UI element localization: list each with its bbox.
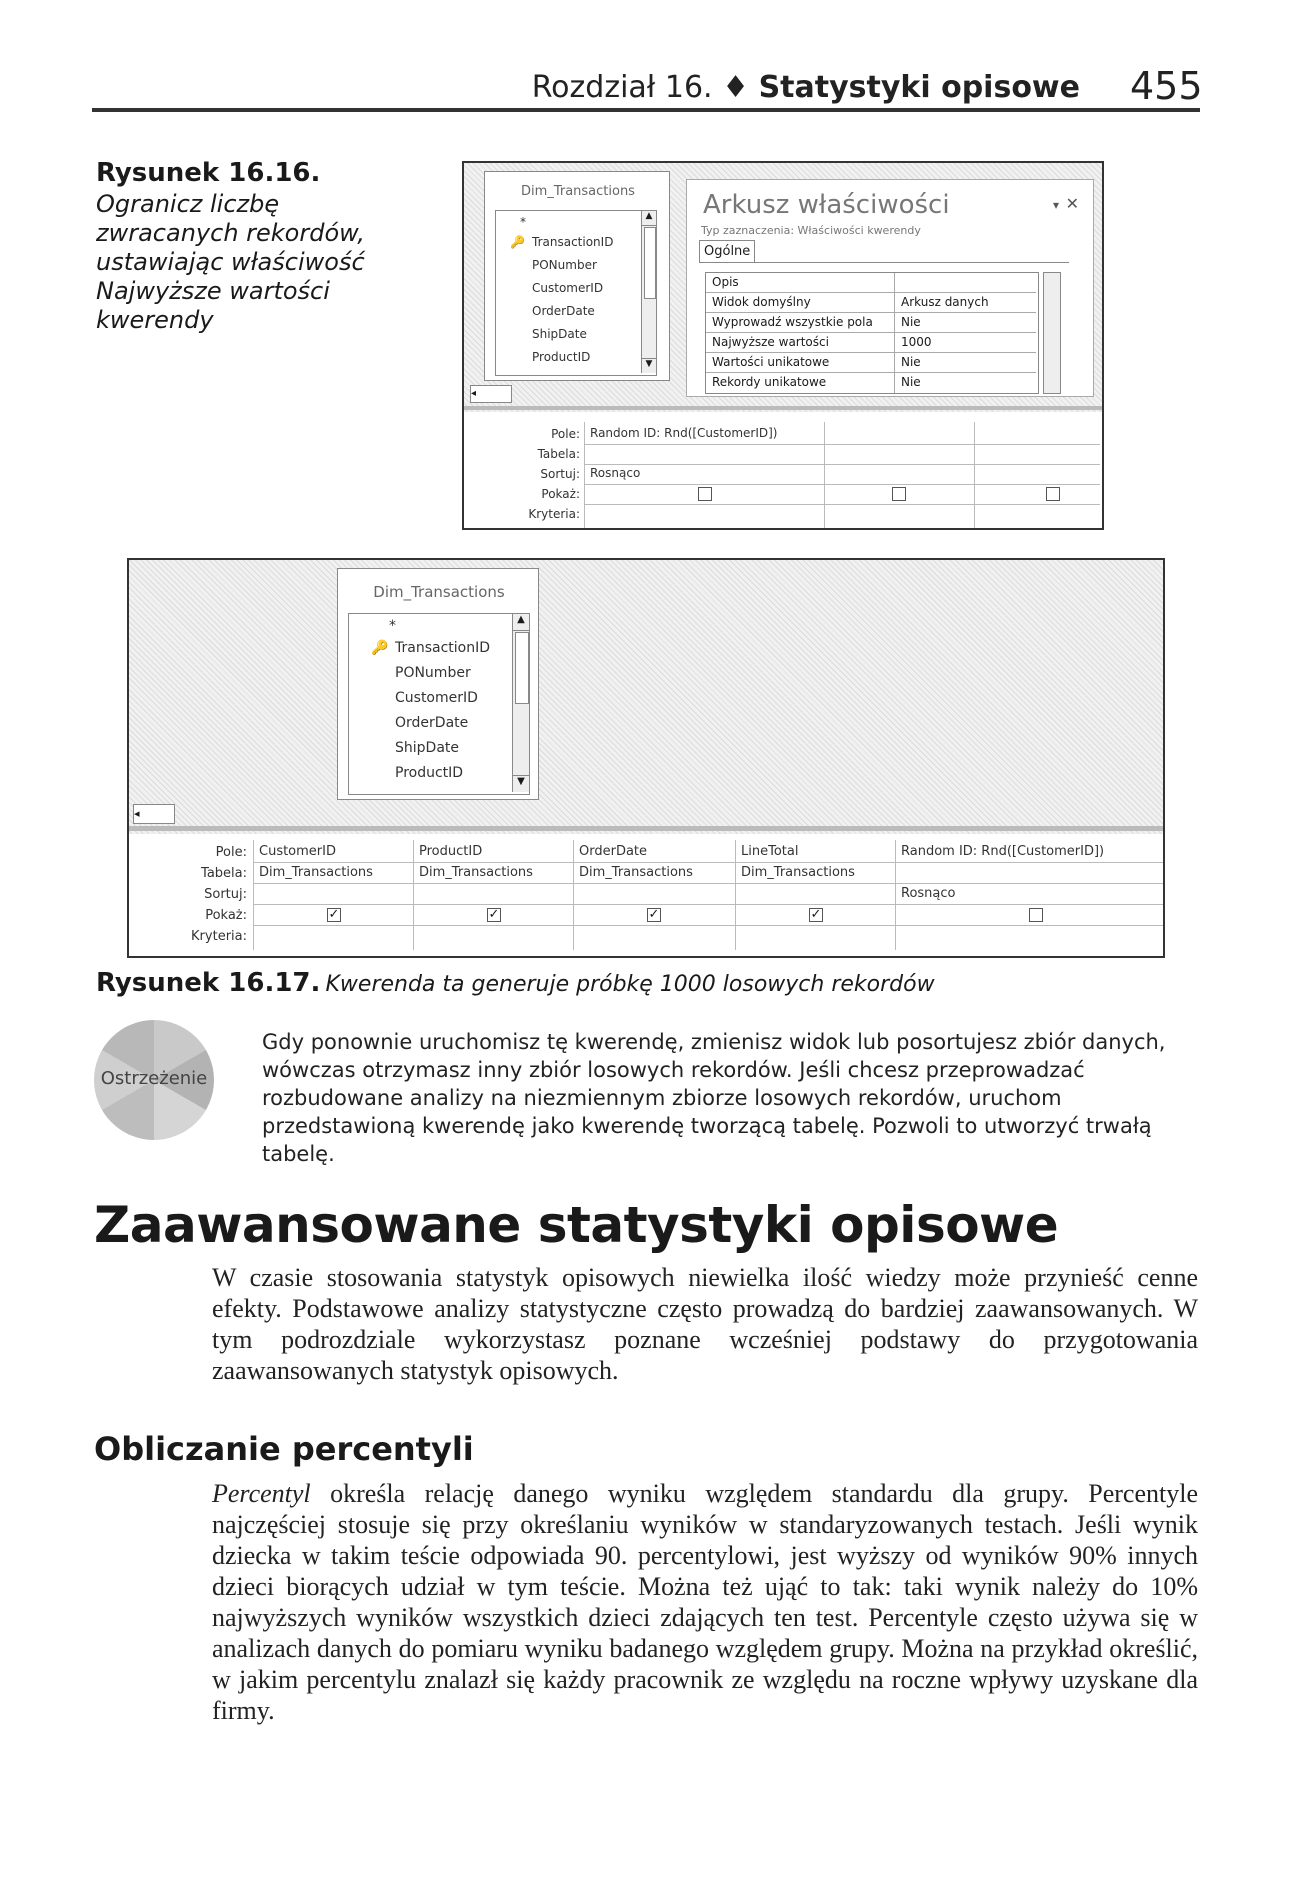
scroll-thumb[interactable] (644, 227, 656, 299)
property-row[interactable]: Rekordy unikatowe Nie (712, 375, 921, 389)
hscroll-left-icon[interactable]: ◂ (470, 385, 512, 403)
table-title: Dim_Transactions (373, 583, 505, 601)
design-grid (129, 834, 1163, 956)
scroll-down-icon[interactable]: ▼ (513, 775, 529, 792)
grid-field-cell[interactable]: Random ID: Rnd([CustomerID]) (901, 844, 1105, 859)
dropdown-icon[interactable]: ▾ (1052, 198, 1059, 212)
caption-line: Najwyższe wartości (96, 277, 330, 305)
show-checkbox[interactable]: ✓ (810, 907, 822, 922)
section-title: Zaawansowane statystyki opisowe (94, 1196, 1059, 1254)
field-item[interactable]: ProductID (395, 765, 464, 781)
diamond-glyph: ♦ (722, 70, 750, 105)
grid-label: Pole: (215, 845, 247, 860)
show-checkbox[interactable] (698, 487, 712, 501)
property-row[interactable]: Widok domyślny Arkusz danych (706, 293, 1036, 313)
subsection-paragraph (212, 1478, 1198, 1726)
field-item[interactable]: OrderDate (395, 715, 469, 731)
grid-field-cell[interactable]: ProductID (419, 844, 483, 859)
field-list[interactable] (495, 210, 657, 376)
grid-label: Sortuj: (540, 467, 580, 481)
subsection-title: Obliczanie percentyli (94, 1430, 474, 1468)
properties-grid (705, 272, 1039, 394)
grid-field-cell[interactable]: CustomerID (259, 844, 336, 859)
grid-field-cell[interactable]: LineTotal (741, 844, 799, 859)
grid-sort-cell[interactable]: Rosnąco (901, 886, 956, 901)
design-grid (464, 412, 1102, 528)
warning-text: Gdy ponownie uruchomisz tę kwerendę, zmienisz widok lub posortujesz zbiór danych, wówczas otrzymasz inny zbiór losowych rekordów. Jeśli chcesz przeprowadzać rozbudowane analizy na niezmiennym zbiorze losowych rekordów, uruchom przedstawioną kwerendę jako kwerendę tworzącą tabelę. Pozwoli to utworzyć trwałą tabelę. (262, 1030, 1166, 1166)
grid-row-labels (129, 842, 247, 947)
warning-badge (94, 1020, 214, 1140)
property-sheet-title: Arkusz właściwości (703, 190, 950, 220)
grid-table-cell[interactable]: Dim_Transactions (579, 865, 693, 880)
scroll-up-icon[interactable]: ▲ (513, 614, 529, 631)
grid-label: Sortuj: (204, 887, 247, 902)
grid-label: Kryteria: (528, 507, 580, 521)
table-box[interactable] (484, 171, 670, 381)
show-checkbox[interactable]: ✓ (648, 907, 660, 922)
table-box[interactable] (337, 568, 539, 800)
grid-label: Tabela: (537, 447, 580, 461)
show-checkbox[interactable] (892, 487, 906, 501)
section-paragraph: W czasie stosowania statystyk opisowych niewielka ilość wiedzy może przynieść cenne efekty. Podstawowe analizy statystyczne często prowadzą do bardziej zaawansowanych. W tym podrozdziale wykorzystasz poznane wcześniej podstawy do przygotowania zaawansowanych statystyk opisowych. (212, 1263, 1198, 1385)
grid-field-cell[interactable]: Random ID: Rnd([CustomerID]) (590, 426, 778, 440)
figure-16-17-caption-text: Kwerenda ta generuje próbkę 1000 losowych rekordów (325, 972, 935, 997)
chapter-title: Statystyki opisowe (758, 70, 1080, 105)
chapter-label: Rozdział 16. (531, 70, 713, 105)
warning-label: Ostrzeżenie (100, 1068, 208, 1089)
field-item[interactable]: * (389, 618, 396, 634)
page-number: 455 (1130, 64, 1203, 108)
subsection-text: określa relację danego wyniku względem standardu dla grupy. Percentyle najczęściej stosuje się przy określaniu wyników w standaryzowanych testach. Jeśli wynik dziecka w takim teście odpowiada 90. percentylowi, jest wyższy od wyników 90% innych dzieci biorących udział w tym teście. Można też ująć to tak: taki wynik należy do 10% najwyższych wyników wszystkich dzieci zdających ten test. Percentyle często używa się w analizach danych do pomiaru wyniku badanego względem grupy. Można na przykład określić, w jakim percentylu znalazł się każdy pracownik ze względu na roczne wpływy uzyskane dla firmy. (212, 1479, 1199, 1725)
field-item[interactable]: PONumber (532, 258, 597, 272)
key-icon: 🔑 (510, 235, 525, 249)
field-item[interactable]: TransactionID (395, 640, 490, 656)
header-rule (92, 108, 1200, 112)
field-item[interactable]: ProductID (532, 350, 591, 364)
scrollbar[interactable] (512, 614, 529, 792)
tab-general[interactable]: Ogólne (699, 240, 755, 263)
scrollbar[interactable] (641, 211, 656, 373)
field-item[interactable]: TransactionID (532, 235, 614, 249)
grid-table-cell[interactable]: Dim_Transactions (419, 865, 533, 880)
column-divider (894, 273, 895, 393)
property-sheet (686, 179, 1094, 397)
scroll-thumb[interactable] (515, 632, 529, 704)
property-scrollbar[interactable] (1043, 272, 1061, 394)
field-item[interactable]: CustomerID (532, 281, 604, 295)
grid-field-cell[interactable]: OrderDate (579, 844, 648, 859)
grid-label: Tabela: (201, 866, 247, 881)
pane-splitter[interactable] (464, 406, 1102, 410)
grid-label: Pole: (551, 427, 580, 441)
caption-line: ustawiając właściwość (96, 248, 365, 276)
show-checkbox[interactable]: ✓ (328, 907, 340, 922)
field-item[interactable]: PONumber (395, 665, 471, 681)
figure-16-16-screenshot (462, 161, 1104, 530)
property-row[interactable]: Wyprowadź wszystkie pola Nie (706, 313, 1036, 333)
grid-label: Kryteria: (191, 929, 247, 944)
caption-line: Ogranicz liczbę (96, 190, 280, 218)
grid-table-cell[interactable]: Dim_Transactions (259, 865, 373, 880)
figure-16-17-screenshot (127, 558, 1165, 958)
field-item[interactable]: CustomerID (395, 690, 478, 706)
grid-table-cell[interactable]: Dim_Transactions (741, 865, 855, 880)
grid-sort-cell[interactable]: Rosnąco (590, 466, 641, 480)
caption-line: kwerendy (96, 306, 214, 334)
pane-splitter[interactable] (129, 826, 1163, 831)
show-checkbox[interactable]: ✓ (488, 907, 500, 922)
table-title: Dim_Transactions (521, 184, 635, 199)
show-checkbox[interactable] (1046, 487, 1060, 501)
field-item[interactable]: ShipDate (532, 327, 587, 341)
close-icon[interactable]: ✕ (1065, 194, 1079, 213)
figure-16-16-caption (96, 190, 396, 335)
figure-16-17-caption (96, 968, 1196, 999)
term-percentyl: Percentyl (212, 1479, 311, 1508)
tab-divider (699, 262, 1069, 263)
scroll-down-icon[interactable]: ▼ (642, 358, 656, 373)
field-list[interactable] (348, 613, 530, 795)
grid-row-labels (464, 424, 580, 524)
field-item[interactable]: * (520, 215, 526, 229)
field-item[interactable]: OrderDate (532, 304, 595, 318)
figure-16-17-label: Rysunek 16.17. (96, 968, 321, 998)
scroll-up-icon[interactable]: ▲ (642, 211, 656, 226)
grid-label: Pokaż: (541, 487, 580, 501)
property-row[interactable]: Wartości unikatowe Nie (706, 353, 1036, 373)
show-checkbox[interactable] (1029, 908, 1043, 922)
field-item[interactable]: ShipDate (395, 740, 459, 756)
figure-16-16-label: Rysunek 16.16. (96, 158, 321, 188)
hscroll-left-icon[interactable]: ◂ (133, 804, 175, 824)
property-row[interactable]: Najwyższe wartości 1000 (706, 333, 1036, 353)
running-header (0, 70, 1080, 105)
property-row[interactable]: Opis (706, 273, 1036, 293)
key-icon: 🔑 (371, 640, 389, 656)
selection-type: Typ zaznaczenia: Właściwości kwerendy (701, 224, 921, 237)
grid-label: Pokaż: (205, 908, 247, 923)
caption-line: zwracanych rekordów, (96, 219, 365, 247)
